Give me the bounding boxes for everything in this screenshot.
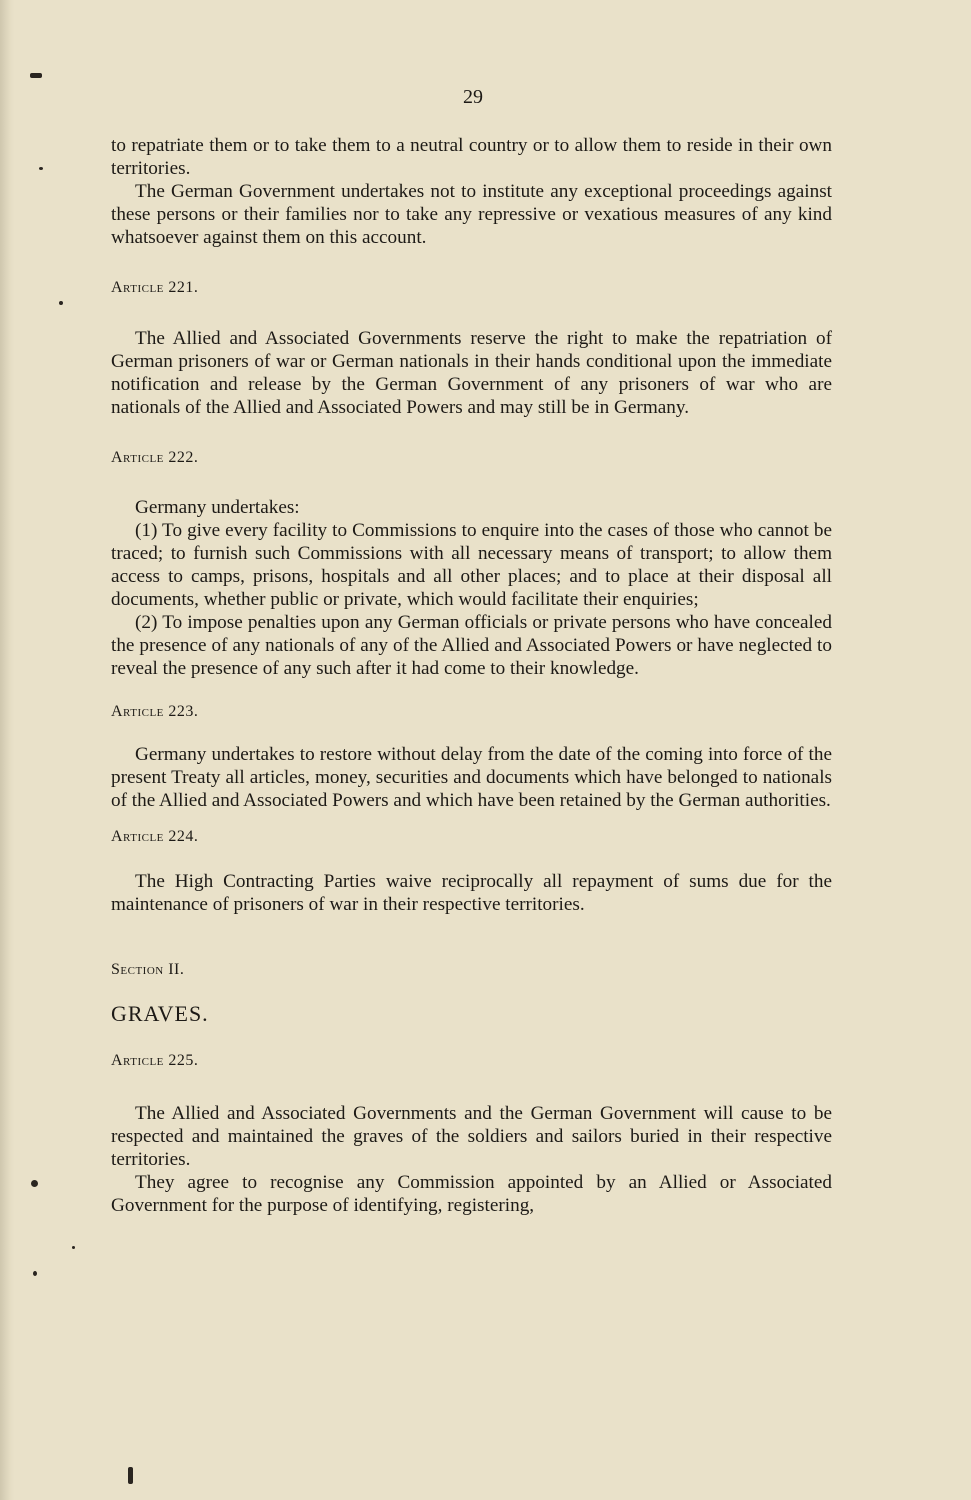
- section-heading: Section II.: [111, 961, 185, 978]
- paragraph: (2) To impose penalties upon any German officials or private persons who have concealed the presence of any nationals of any of the Allied and Associated Powers or have neglected to reveal the presence of any such after it had come to their knowledge.: [111, 612, 832, 679]
- article-heading: Article 221.: [111, 279, 199, 296]
- page-number: 29: [463, 86, 483, 108]
- ink-mark: [39, 167, 43, 170]
- paragraph: Germany undertakes:: [135, 497, 300, 518]
- ink-mark: [31, 1180, 38, 1187]
- paragraph: to repatriate them or to take them to a neutral country or to allow them to reside in their own territories.: [111, 135, 832, 179]
- article-heading: Article 224.: [111, 828, 199, 845]
- ink-mark: [30, 73, 42, 78]
- paragraph: The Allied and Associated Governments reserve the right to make the repatriation of German prisoners of war or German nationals in their hands conditional upon the immediate notification and release by the German Government of any prisoners of war who are nationals of the Allied and Associated Powers and may still be in Germany.: [111, 328, 832, 418]
- ink-mark: [33, 1271, 37, 1276]
- paragraph: The Allied and Associated Governments and the German Government will cause to be respected and maintained the graves of the soldiers and sailors buried in their respective territories.: [111, 1103, 832, 1170]
- article-heading: Article 223.: [111, 703, 199, 720]
- article-heading: Article 222.: [111, 449, 199, 466]
- paragraph: The High Contracting Parties waive reciprocally all repayment of sums due for the maintenance of prisoners of war in their respective territories.: [111, 871, 832, 915]
- paragraph: They agree to recognise any Commission appointed by an Allied or Associated Government for the purpose of identifying, registering,: [111, 1172, 832, 1216]
- document-body: [111, 134, 832, 1217]
- page-edge-shadow: [0, 0, 14, 1500]
- paragraph: The German Government undertakes not to institute any exceptional proceedings against these persons or their families nor to take any repressive or vexatious measures of any kind whatsoever against them on this account.: [111, 181, 832, 248]
- article-heading: Article 225.: [111, 1052, 199, 1069]
- ink-mark: [72, 1246, 75, 1249]
- paragraph: Germany undertakes to restore without delay from the date of the coming into force of the present Treaty all articles, money, securities and documents which have belonged to nationals of the Allied and Associated Powers and which have been retained by the German authorities.: [111, 744, 832, 811]
- paragraph: (1) To give every facility to Commissions to enquire into the cases of those who cannot be traced; to furnish such Commissions with all necessary means of transport; to allow them access to camps, prisons, hospitals and all other places; and to place at their disposal all documents, whether public or private, which would facilitate their enquiries;: [111, 520, 832, 610]
- section-title: GRAVES.: [111, 1001, 209, 1026]
- ink-mark: [59, 301, 63, 305]
- ink-mark: [128, 1467, 133, 1484]
